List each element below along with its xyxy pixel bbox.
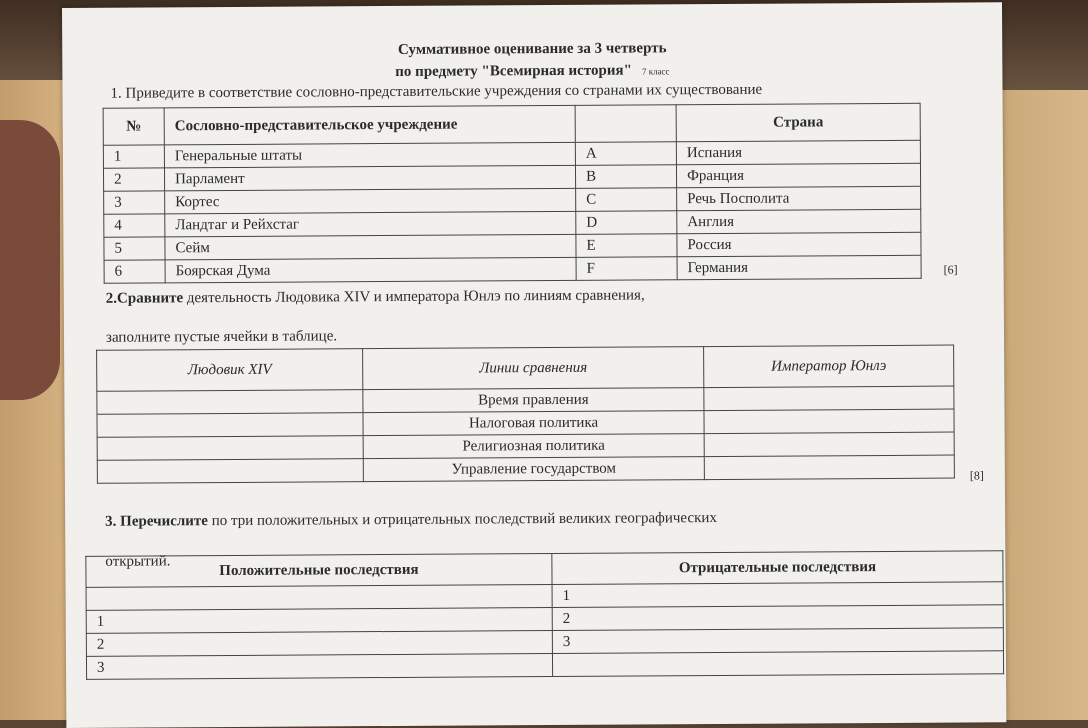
question-3-text-cont: открытий.: [105, 553, 171, 570]
country-name: Франция: [676, 163, 920, 187]
country-letter: D: [576, 211, 677, 235]
country-name: Испания: [676, 140, 920, 164]
negative-cell[interactable]: [552, 651, 1003, 677]
header-yongle: Император Юнлэ: [704, 345, 954, 388]
negative-cell[interactable]: 3: [552, 628, 1003, 654]
answer-cell[interactable]: [704, 432, 954, 457]
answer-cell[interactable]: [97, 459, 363, 484]
comparison-table: [96, 345, 955, 484]
score-q2: [8]: [969, 468, 984, 483]
table-row: [104, 255, 921, 283]
institution-name: Кортес: [165, 188, 576, 214]
table-header-row: [97, 345, 954, 391]
table-header-row: [103, 103, 920, 145]
bag-strap: [0, 120, 60, 400]
question-1-text: 1. Приведите в соответствие сословно-представительские учреждения со странами их существование: [110, 81, 763, 102]
subject-line: по предмету "Всемирная история": [395, 62, 632, 80]
institution-name: Генеральные штаты: [164, 142, 575, 168]
row-number: 2: [103, 168, 164, 191]
question-2-text-cont: заполните пустые ячейки в таблице.: [105, 328, 338, 346]
positive-cell[interactable]: [86, 585, 552, 611]
row-number: 3: [104, 191, 165, 214]
consequences-table: [85, 550, 1004, 680]
answer-cell[interactable]: [97, 436, 363, 461]
criteria-cell: Управление государством: [363, 457, 704, 482]
score-q1: [6]: [943, 262, 958, 277]
matching-table: [103, 103, 922, 284]
header-letter: [575, 105, 676, 143]
country-name: Германия: [677, 255, 921, 279]
answer-cell[interactable]: [97, 413, 363, 438]
positive-cell[interactable]: 3: [86, 654, 552, 680]
positive-cell[interactable]: 1: [86, 608, 552, 634]
desk-surface-right: [998, 90, 1088, 720]
doc-subtitle: [62, 60, 1002, 83]
row-number: 1: [103, 145, 164, 168]
institution-name: Сейм: [165, 234, 576, 260]
positive-cell[interactable]: 2: [86, 631, 552, 657]
row-number: 5: [104, 237, 165, 260]
question-2-number: 2.: [105, 290, 118, 307]
criteria-cell: Религиозная политика: [363, 434, 704, 459]
header-louis: Людовик XIV: [97, 349, 363, 392]
grade-label: 7 класс: [641, 66, 670, 77]
table-row: [86, 651, 1003, 680]
country-letter: B: [575, 165, 676, 189]
table-row: [97, 455, 954, 483]
question-3-text: [105, 508, 985, 530]
institution-name: Боярская Дума: [165, 257, 576, 283]
question-2-body: деятельность Людовика XIV и императора Юнлэ по линиям сравнения,: [186, 287, 645, 307]
country-letter: C: [576, 188, 677, 212]
country-name: Россия: [677, 232, 921, 256]
negative-cell[interactable]: 2: [552, 605, 1003, 631]
criteria-cell: Время правления: [363, 388, 704, 413]
header-negative: Отрицательные последствия: [552, 551, 1003, 585]
country-letter: E: [576, 234, 677, 258]
question-2-verb: Сравните: [116, 290, 184, 307]
question-3-number: 3.: [105, 513, 117, 530]
header-criteria: Линии сравнения: [363, 347, 704, 390]
country-letter: A: [575, 142, 676, 166]
country-name: Речь Посполита: [677, 186, 921, 210]
row-number: 6: [104, 260, 165, 283]
answer-cell[interactable]: [97, 390, 363, 415]
question-2-text: [106, 284, 964, 308]
institution-name: Парламент: [164, 165, 575, 191]
country-name: Англия: [677, 209, 921, 233]
answer-cell[interactable]: [704, 386, 954, 411]
negative-cell[interactable]: 1: [552, 582, 1003, 608]
institution-name: Ландтаг и Рейхстаг: [165, 211, 576, 237]
header-institution: Сословно-представительское учреждение: [164, 105, 575, 145]
row-number: 4: [104, 214, 165, 237]
doc-title: Суммативное оценивание за 3 четверть: [397, 40, 667, 58]
header-positive: Положительные последствия: [86, 554, 552, 588]
criteria-cell: Налоговая политика: [363, 411, 704, 436]
country-letter: F: [576, 257, 677, 281]
answer-cell[interactable]: [704, 455, 954, 480]
header-country: Страна: [676, 103, 920, 141]
worksheet-paper: [62, 2, 1006, 728]
answer-cell[interactable]: [704, 409, 954, 434]
question-3-verb: Перечислите: [120, 513, 208, 530]
question-3-body: по три положительных и отрицательных последствий великих географических: [211, 510, 717, 530]
header-number: №: [103, 108, 164, 145]
